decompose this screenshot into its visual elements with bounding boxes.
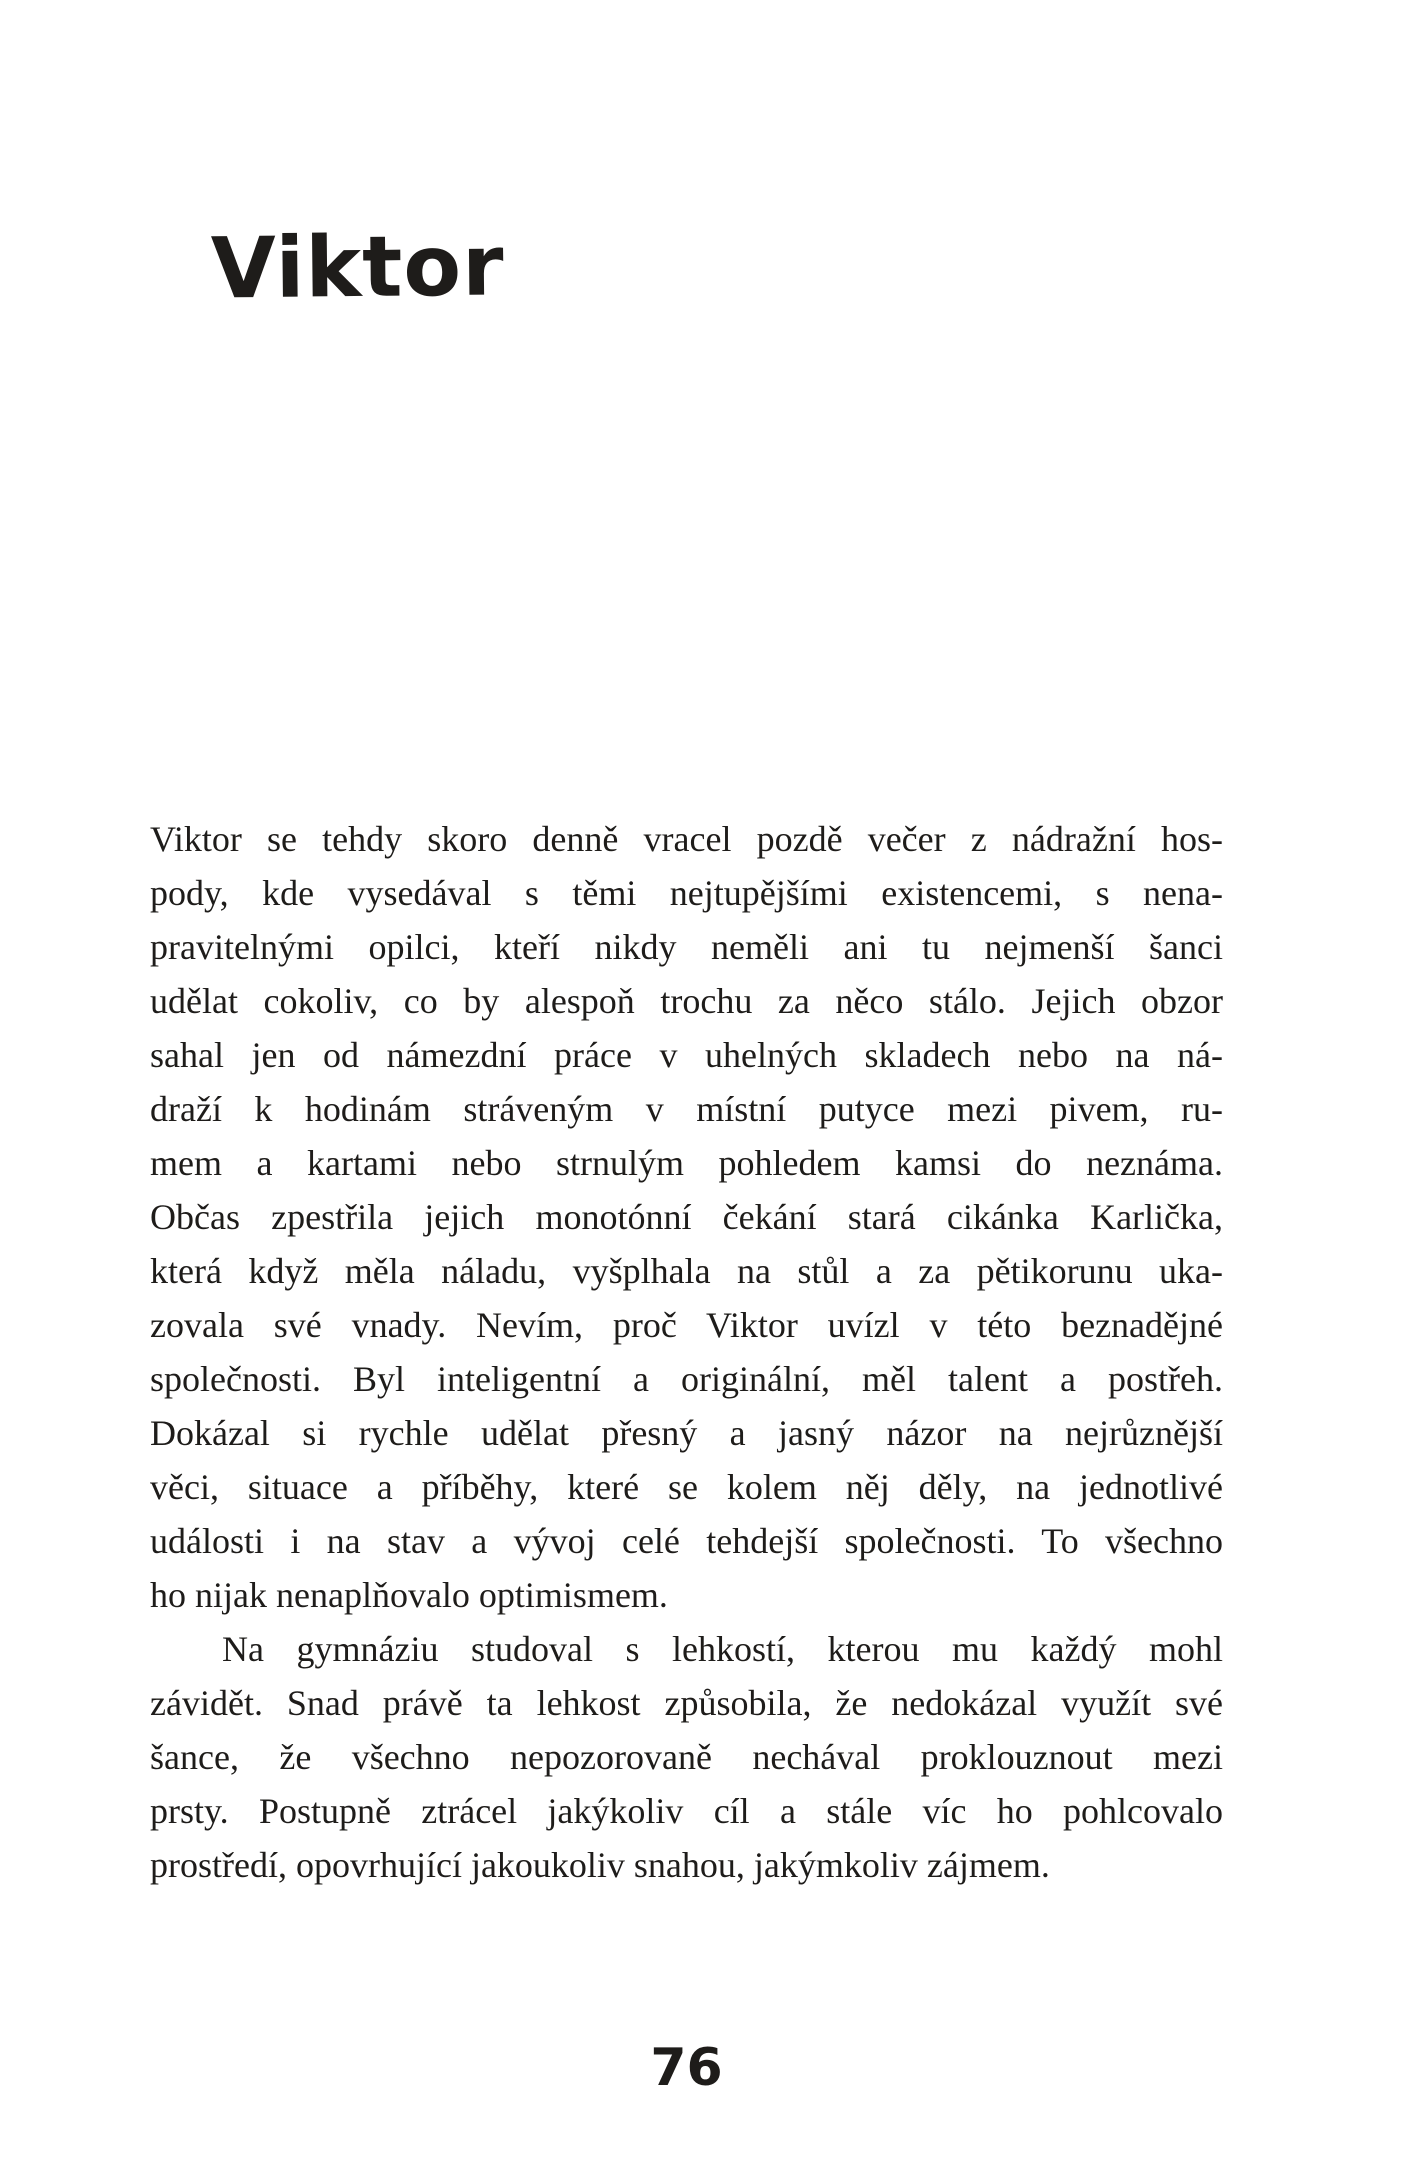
- chapter-title: Viktor: [210, 216, 505, 318]
- text-line: která když měla náladu, vyšplhala na stůl a za pětikorunu uka-: [150, 1251, 1223, 1291]
- text-line: šance, že všechno nepozorovaně nechával proklouznout mezi: [150, 1737, 1223, 1777]
- page-number: 76: [650, 2038, 723, 2098]
- text-line: věci, situace a příběhy, které se kolem něj děly, na jednotlivé: [150, 1467, 1223, 1507]
- text-line: prostředí, opovrhující jakoukoliv snahou, jakýmkoliv zájmem.: [150, 1845, 1050, 1885]
- text-line: prsty. Postupně ztrácel jakýkoliv cíl a stále víc ho pohlcovalo: [150, 1791, 1223, 1831]
- text-line: draží k hodinám stráveným v místní putyce mezi pivem, ru-: [150, 1089, 1223, 1129]
- text-line: Viktor se tehdy skoro denně vracel pozdě večer z nádražní hos-: [150, 819, 1223, 859]
- text-line: Na gymnáziu studoval s lehkostí, kterou mu každý mohl: [222, 1629, 1223, 1669]
- text-line: zovala své vnady. Nevím, proč Viktor uvízl v této beznadějné: [150, 1305, 1223, 1345]
- text-line: závidět. Snad právě ta lehkost způsobila, že nedokázal využít své: [150, 1683, 1223, 1723]
- text-line: udělat cokoliv, co by alespoň trochu za něco stálo. Jejich obzor: [150, 981, 1223, 1021]
- text-line: společnosti. Byl inteligentní a originální, měl talent a postřeh.: [150, 1359, 1223, 1399]
- text-line: Občas zpestřila jejich monotónní čekání stará cikánka Karlička,: [150, 1197, 1223, 1237]
- text-line: pravitelnými opilci, kteří nikdy neměli ani tu nejmenší šanci: [150, 927, 1223, 967]
- text-line: Dokázal si rychle udělat přesný a jasný názor na nejrůznější: [150, 1413, 1223, 1453]
- text-line: sahal jen od námezdní práce v uhelných skladech nebo na ná-: [150, 1035, 1223, 1075]
- text-line: mem a kartami nebo strnulým pohledem kamsi do neznáma.: [150, 1143, 1223, 1183]
- text-line: události i na stav a vývoj celé tehdejší společnosti. To všechno: [150, 1521, 1223, 1561]
- text-line: pody, kde vysedával s těmi nejtupějšími existencemi, s nena-: [150, 873, 1223, 913]
- body-text: [150, 812, 1223, 1892]
- text-line: ho nijak nenaplňovalo optimismem.: [150, 1575, 668, 1615]
